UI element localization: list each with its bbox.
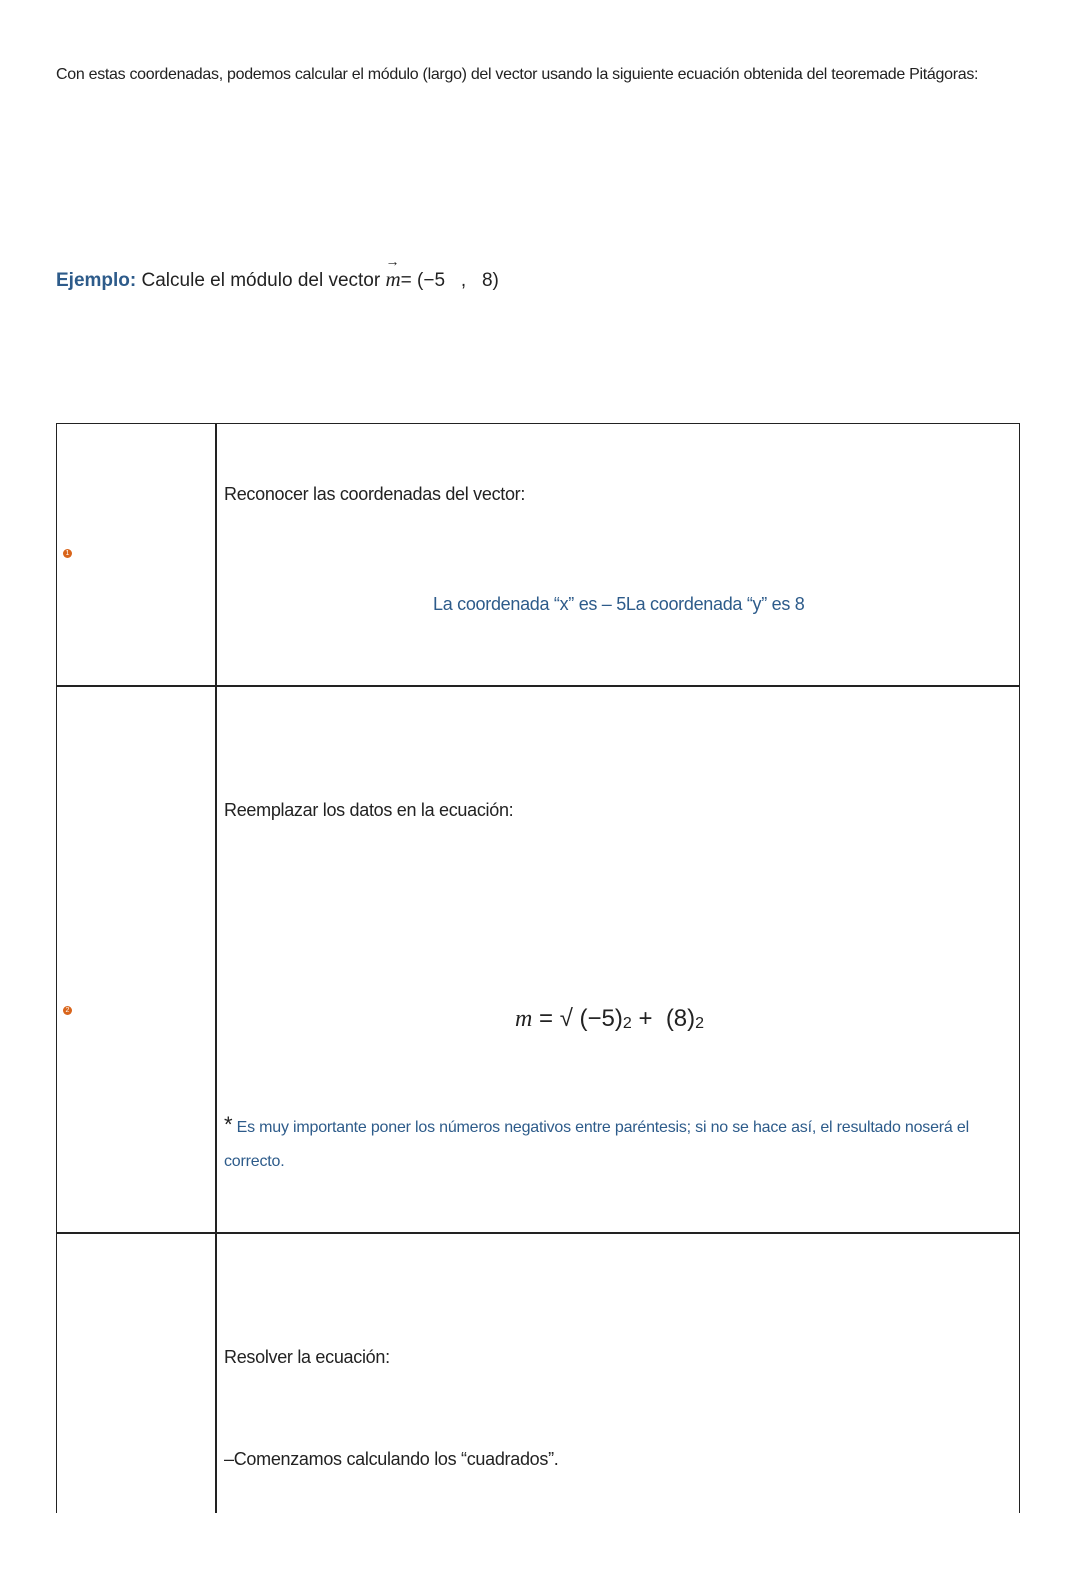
step-title: Reconocer las coordenadas del vector: (224, 484, 526, 504)
note-text: Es muy importante poner los números negativos entre paréntesis; si no se hace así, el resultado noserá el correcto. (224, 1119, 969, 1170)
example-heading (56, 267, 499, 292)
step-number-badge: 2 (63, 1006, 72, 1015)
formula-part: + (8) (631, 1005, 696, 1032)
step-detail: La coordenada “x” es – 5La coordenada “y” es 8 (433, 594, 805, 614)
step-detail: –Comenzamos calculando los “cuadrados”. (224, 1449, 559, 1469)
formula-exponent: 2 (622, 1015, 632, 1032)
step-title: Resolver la ecuación: (224, 1347, 390, 1367)
asterisk: * (224, 1112, 233, 1137)
example-text: Calcule el módulo del vector (141, 270, 381, 291)
formula-exponent: 2 (695, 1015, 705, 1032)
step-title: Reemplazar los datos en la ecuación: (224, 800, 514, 820)
example-label: Ejemplo: (56, 270, 137, 291)
column-divider (215, 423, 217, 1513)
formula-part: = √ (−5) (532, 1005, 623, 1032)
steps-table (56, 423, 1020, 1513)
important-note (224, 1108, 1014, 1179)
vector-name: → m (385, 267, 400, 291)
formula-lhs: m (515, 1006, 533, 1032)
row-divider (56, 1232, 1020, 1234)
intro-paragraph: Con estas coordenadas, podemos calcular el módulo (largo) del vector usando la siguiente ecuación obtenida del teoremade Pitágoras: (56, 66, 979, 83)
vector-value: = (−5 , 8) (400, 270, 499, 291)
row-divider (56, 685, 1020, 687)
step-number-badge: 1 (63, 549, 72, 558)
pythagoras-formula (515, 1005, 704, 1033)
